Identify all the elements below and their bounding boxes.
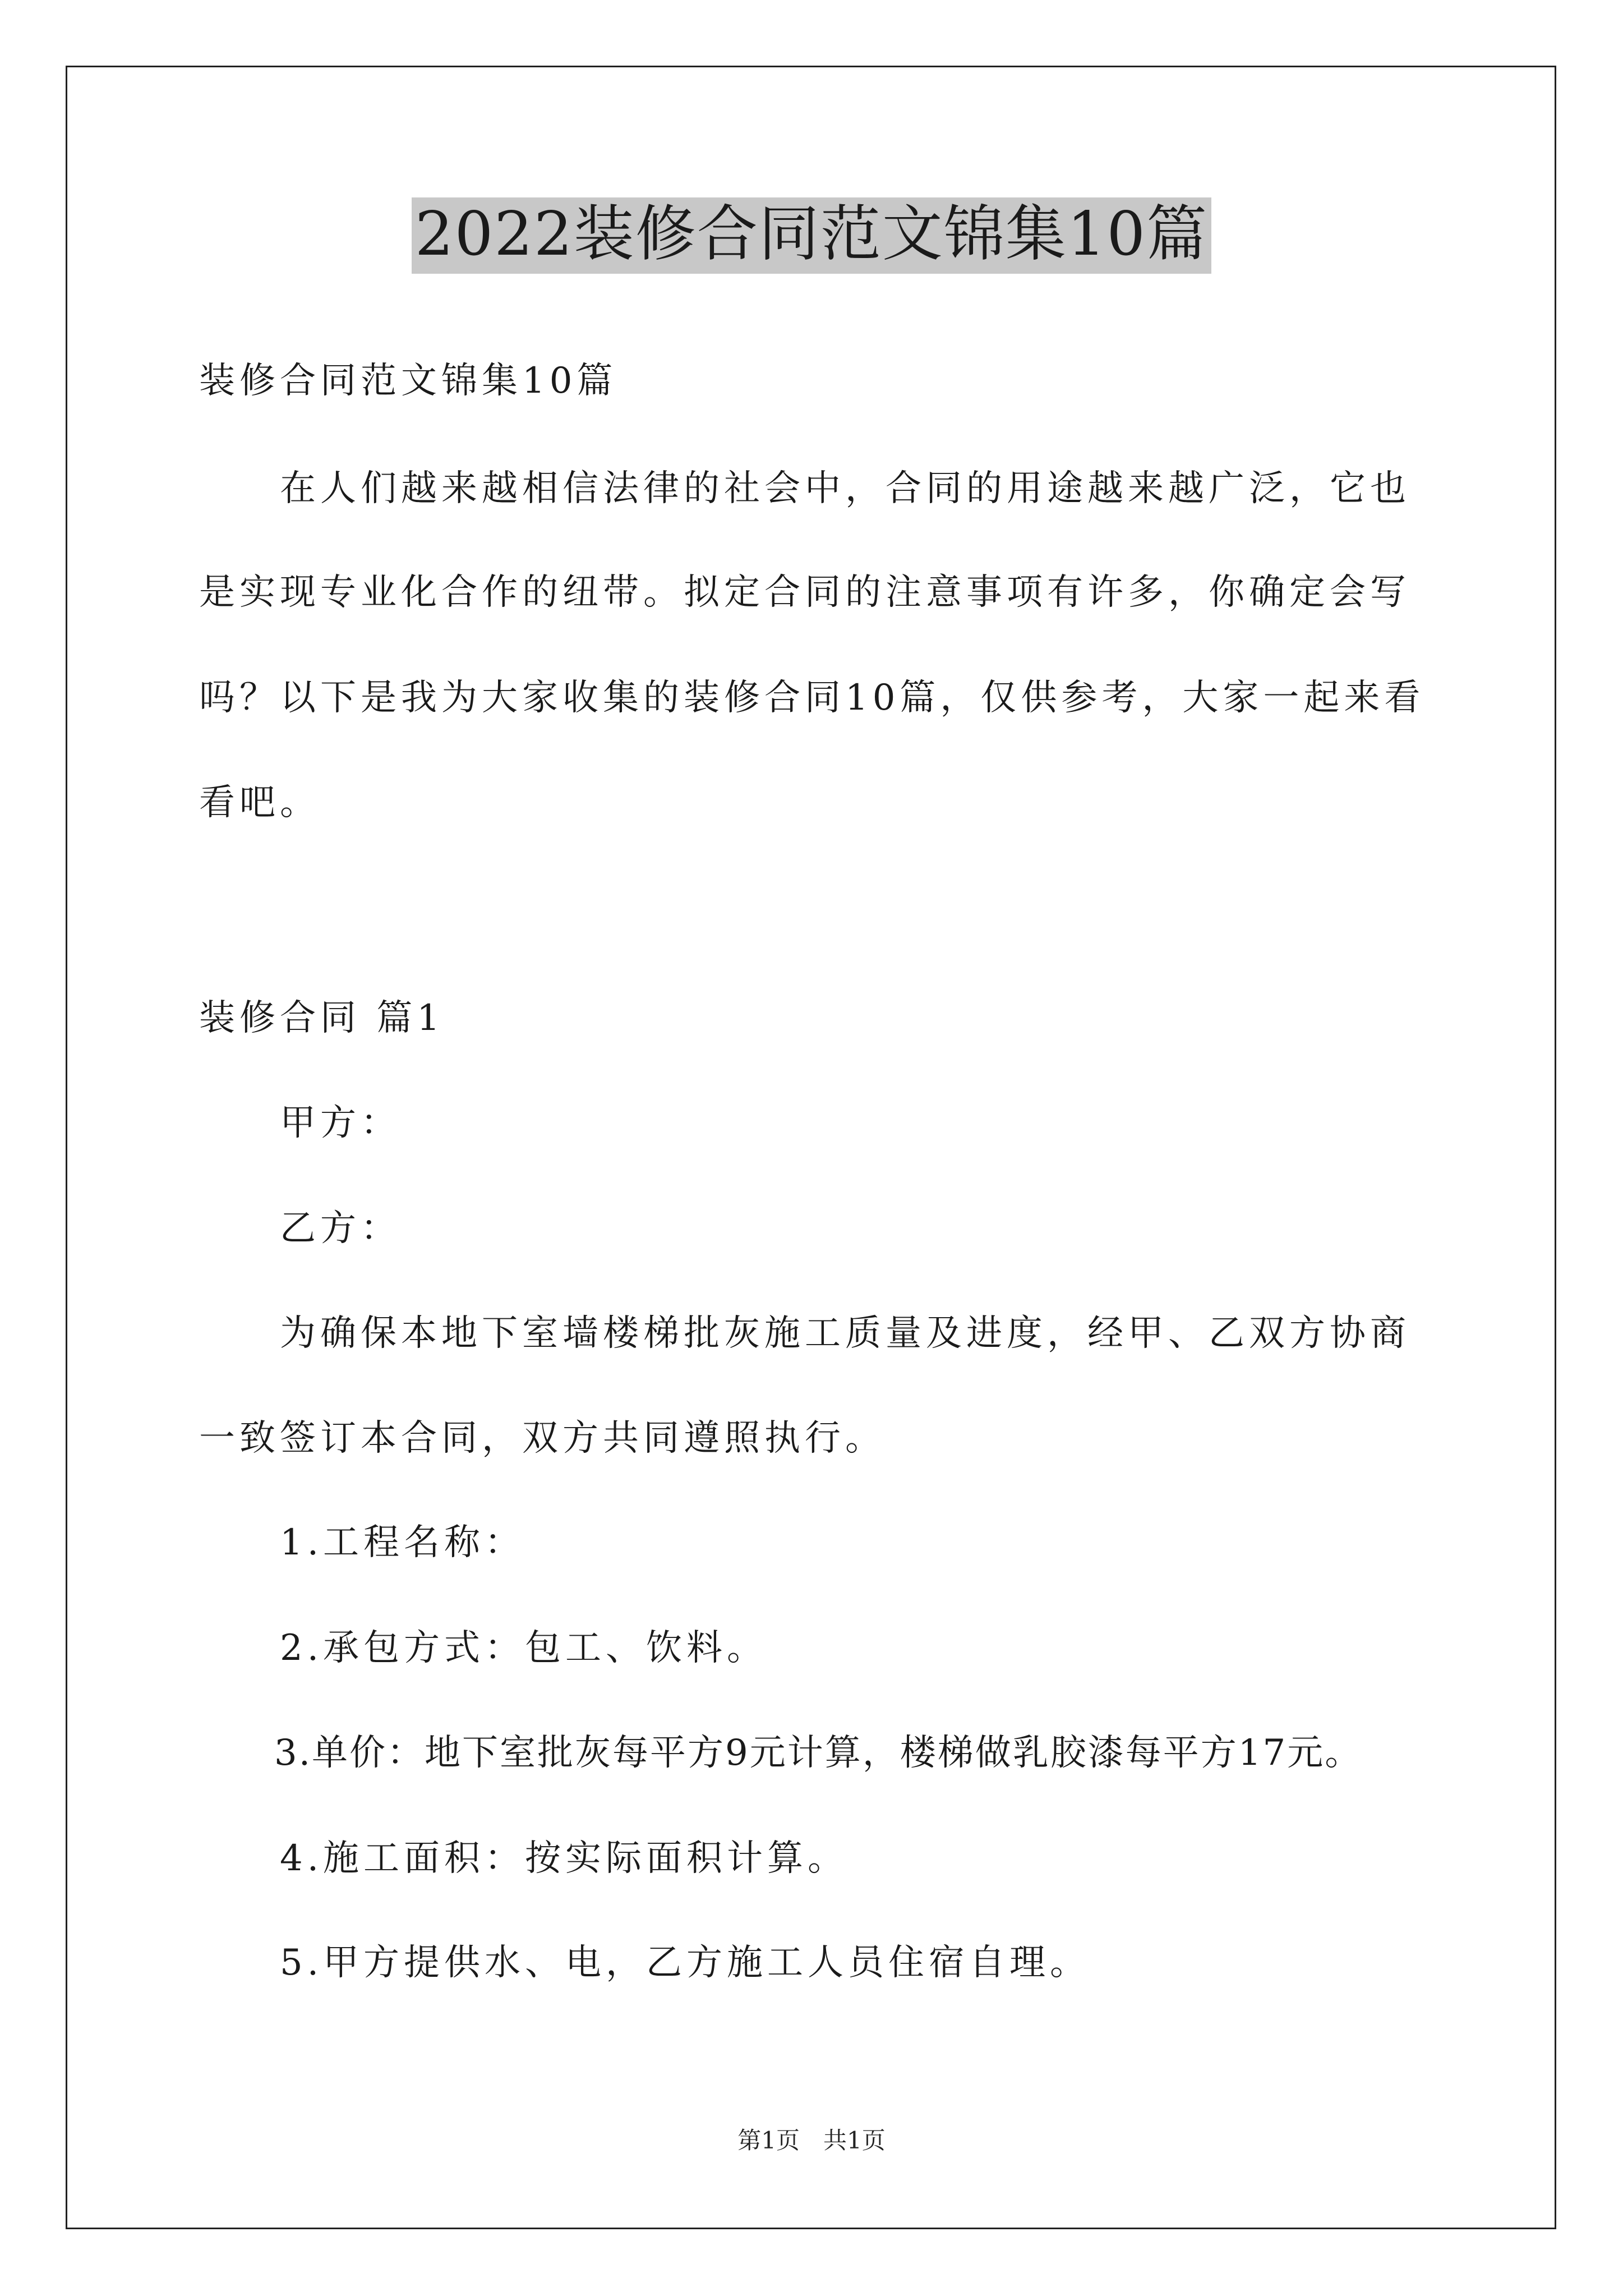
clause-4: 4.施工面积：按实际面积计算。 (199, 1838, 849, 1879)
intro-line-1: 在人们越来越相信法律的社会中，合同的用途越来越广泛，它也 (199, 468, 1410, 509)
document-title-block (0, 197, 1623, 274)
party-a-line: 甲方： (199, 1102, 401, 1144)
intro-line-4: 看吧。 (199, 782, 320, 823)
section-heading: 装修合同 篇1 (199, 997, 445, 1039)
party-b-line: 乙方： (199, 1208, 401, 1249)
document-title: 2022装修合同范文锦集10篇 (412, 197, 1211, 274)
clause-2: 2.承包方式：包工、饮料。 (199, 1627, 768, 1669)
purpose-line-1: 为确保本地下室墙楼梯批灰施工质量及进度，经甲、乙双方协商 (199, 1313, 1410, 1354)
purpose-line-2: 一致签订本合同，双方共同遵照执行。 (199, 1418, 886, 1459)
clause-1: 1.工程名称： (199, 1522, 525, 1563)
intro-line-3: 吗？以下是我为大家收集的装修合同10篇，仅供参考，大家一起来看 (199, 677, 1425, 719)
document-subtitle: 装修合同范文锦集10篇 (199, 360, 617, 402)
clause-3: 3.单价：地下室批灰每平方9元计算，楼梯做乳胶漆每平方17元。 (199, 1732, 1363, 1774)
page-number-footer: 第1页 共1页 (737, 2127, 886, 2154)
intro-line-2: 是实现专业化合作的纽带。拟定合同的注意事项有许多，你确定会写 (199, 572, 1410, 613)
clause-5: 5.甲方提供水、电，乙方施工人员住宿自理。 (199, 1942, 1091, 1984)
